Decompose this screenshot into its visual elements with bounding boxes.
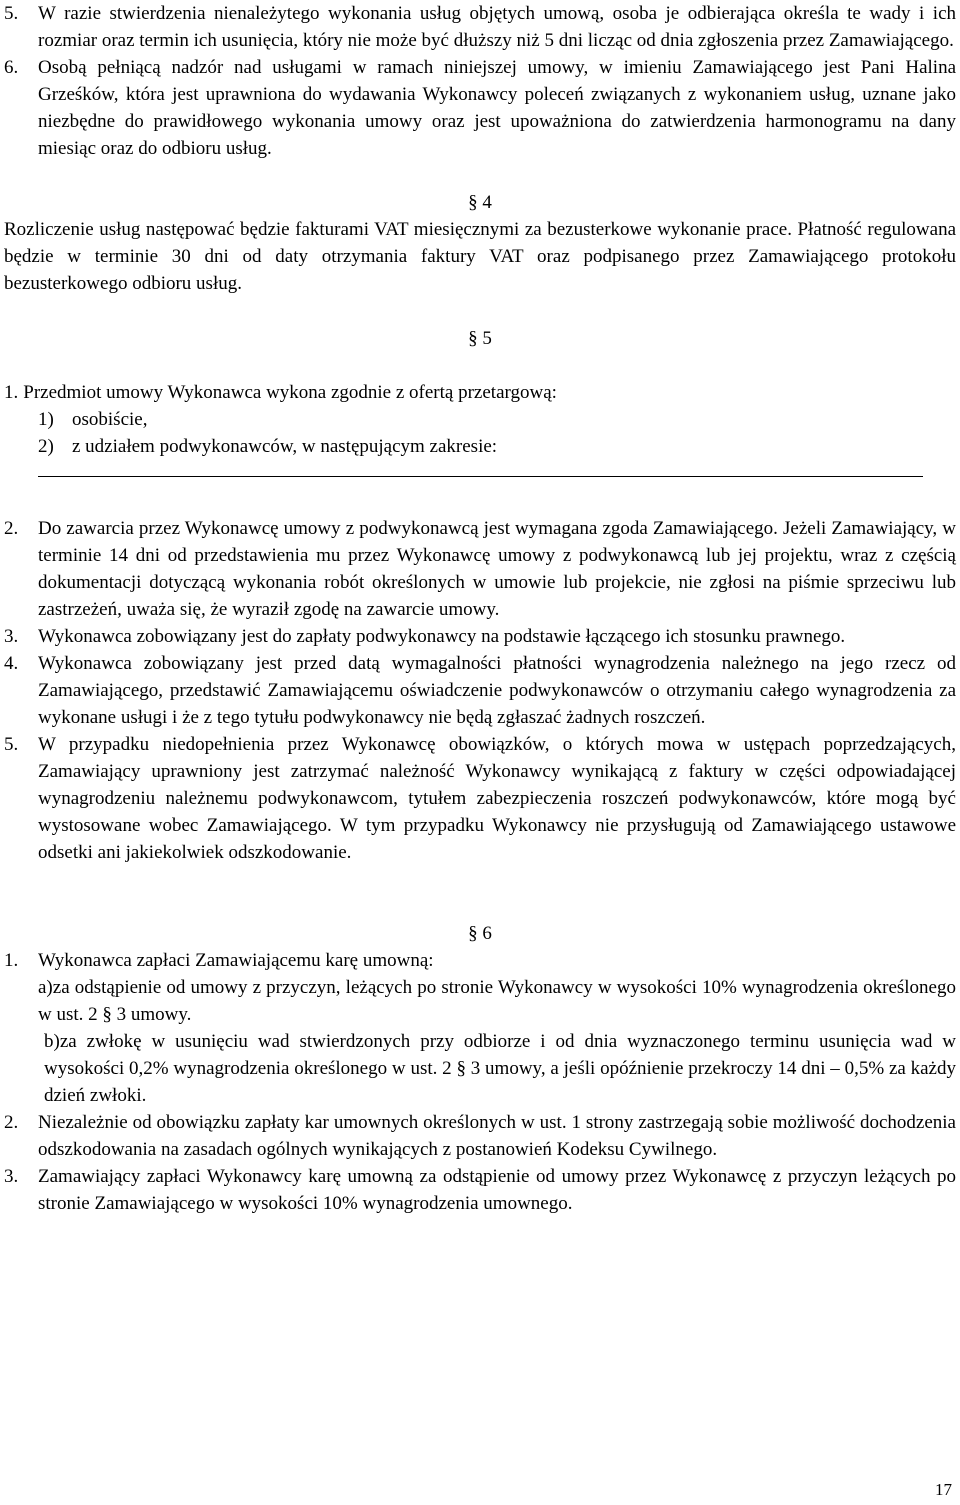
- clause-5: [4, 0, 956, 54]
- s5-item-2: [4, 515, 956, 623]
- s5-item-1: [4, 379, 956, 406]
- section-heading-4: § 4: [468, 192, 492, 213]
- s5-item-3: [4, 623, 956, 650]
- item-number: 4.: [4, 653, 19, 674]
- sub-text: osobiście,: [72, 409, 148, 430]
- s5-sub-2: [38, 433, 956, 460]
- section-heading-6: § 6: [468, 923, 492, 944]
- item-text: Wykonawca zapłaci Zamawiającemu karę umowną:: [38, 950, 434, 971]
- clause-text: W razie stwierdzenia nienależytego wykonania usług objętych umową, osoba je odbierająca określa te wady i ich rozmiar oraz termin ich usunięcia, który nie może być dłuższy niż 5 dni licząc od dnia zgłoszenia przez Zamawiającego.: [38, 3, 956, 51]
- item-number: 5.: [4, 734, 19, 755]
- item-text: Wykonawca zobowiązany jest przed datą wymagalności płatności wynagrodzenia należnego na jego rzecz od Zamawiającego, przedstawić Zamawiającemu oświadczenie podwykonawców o otrzymaniu całego wynagrodzenia za wykonane usługi i że z tego tytułu podwykonawcy nie będą zgłaszać żadnych roszczeń.: [38, 653, 956, 728]
- item-text: Zamawiający zapłaci Wykonawcy karę umowną za odstąpienie od umowy przez Wykonawcę z przyczyn leżących po stronie Zamawiającego w wysokości 10% wynagrodzenia umownego.: [38, 1166, 956, 1214]
- s5-item-4: [4, 650, 956, 731]
- item-text: Wykonawca zobowiązany jest do zapłaty podwykonawcy na podstawie łączącego ich stosunku prawnego.: [38, 626, 846, 647]
- s6-sub-a: a)za odstąpienie od umowy z przyczyn, leżących po stronie Wykonawcy w wysokości 10% wynagrodzenia określonego w ust. 2 § 3 umowy.: [38, 977, 956, 1025]
- fill-in-line: [38, 460, 923, 477]
- s6-item-2: [4, 1109, 956, 1163]
- document-page: [4, 0, 956, 1217]
- item-text: Przedmiot umowy Wykonawca wykona zgodnie z ofertą przetargową:: [23, 382, 557, 403]
- item-text: Niezależnie od obowiązku zapłaty kar umownych określonych w ust. 1 strony zastrzegają sobie możliwość dochodzenia odszkodowania na zasadach ogólnych wynikających z postanowień Kodeksu Cywilnego.: [38, 1112, 956, 1160]
- s6-item-3: [4, 1163, 956, 1217]
- s5-item-5: [4, 731, 956, 866]
- page-number: 17: [935, 1480, 952, 1499]
- item-number: 3.: [4, 626, 19, 647]
- item-number: 1.: [4, 950, 19, 971]
- clause-text: Osobą pełniącą nadzór nad usługami w ramach niniejszej umowy, w imieniu Zamawiającego jest Pani Halina Grześków, która jest uprawniona do wydawania Wykonawcy poleceń związanych z wykonaniem usług, uznane jako niezbędne do prawidłowego wykonania umowy oraz jest upoważniona do zatwierdzenia harmonogramu na dany miesiąc oraz do odbioru usług.: [38, 57, 956, 159]
- sub-number: 1): [38, 409, 54, 430]
- item-number: 2.: [4, 1112, 19, 1133]
- clause-number: 6.: [4, 57, 19, 78]
- item-number: 2.: [4, 518, 19, 539]
- item-number: 1.: [4, 382, 19, 403]
- s6-sub-b: b)za zwłokę w usunięciu wad stwierdzonych przy odbiorze i od dnia wyznaczonego terminu usunięcia wad w wysokości 0,2% wynagrodzenia określonego w ust. 2 § 3 umowy, a jeśli opóźnienie przekroczy 14 dni – 0,5% za każdy dzień zwłoki.: [44, 1031, 956, 1106]
- item-text: W przypadku niedopełnienia przez Wykonawcę obowiązków, o których mowa w ustępach poprzedzających, Zamawiający uprawniony jest zatrzymać należność Wykonawcy wynikającą z faktury w części odpowiadającej wynagrodzeniu należnemu podwykonawcom, tytułem zabezpieczenia roszczeń podwykonawców, które mogą być wystosowane wobec Zamawiającego. W tym przypadku Wykonawcy nie przysługują od Zamawiającego ustawowe odsetki ani jakiekolwiek odszkodowanie.: [38, 734, 956, 863]
- s6-item-1: [4, 947, 956, 974]
- section-heading-5: § 5: [468, 328, 492, 349]
- s5-sub-1: [38, 406, 956, 433]
- section-4-text: Rozliczenie usług następować będzie fakturami VAT miesięcznymi za bezusterkowe wykonanie prace. Płatność regulowana będzie w terminie 30 dni od daty otrzymania faktury VAT oraz podpisanego przez Zamawiającego protokołu bezusterkowego odbioru usług.: [4, 219, 956, 294]
- clause-number: 5.: [4, 3, 19, 24]
- sub-text: z udziałem podwykonawców, w następującym zakresie:: [72, 436, 498, 457]
- sub-number: 2): [38, 436, 54, 457]
- clause-6: [4, 54, 956, 162]
- item-number: 3.: [4, 1166, 19, 1187]
- item-text: Do zawarcia przez Wykonawcę umowy z podwykonawcą jest wymagana zgoda Zamawiającego. Jeżeli Zamawiający, w terminie 14 dni od przedstawienia mu przez Wykonawcę umowy z podwykonawcą lub jej projektu, wraz z częścią dokumentacji dotyczącą wykonania robót określonych w umowie lub projekcie, nie zgłosi na piśmie sprzeciwu lub zastrzeżeń, uważa się, że wyraził zgodę na zawarcie umowy.: [38, 518, 956, 620]
